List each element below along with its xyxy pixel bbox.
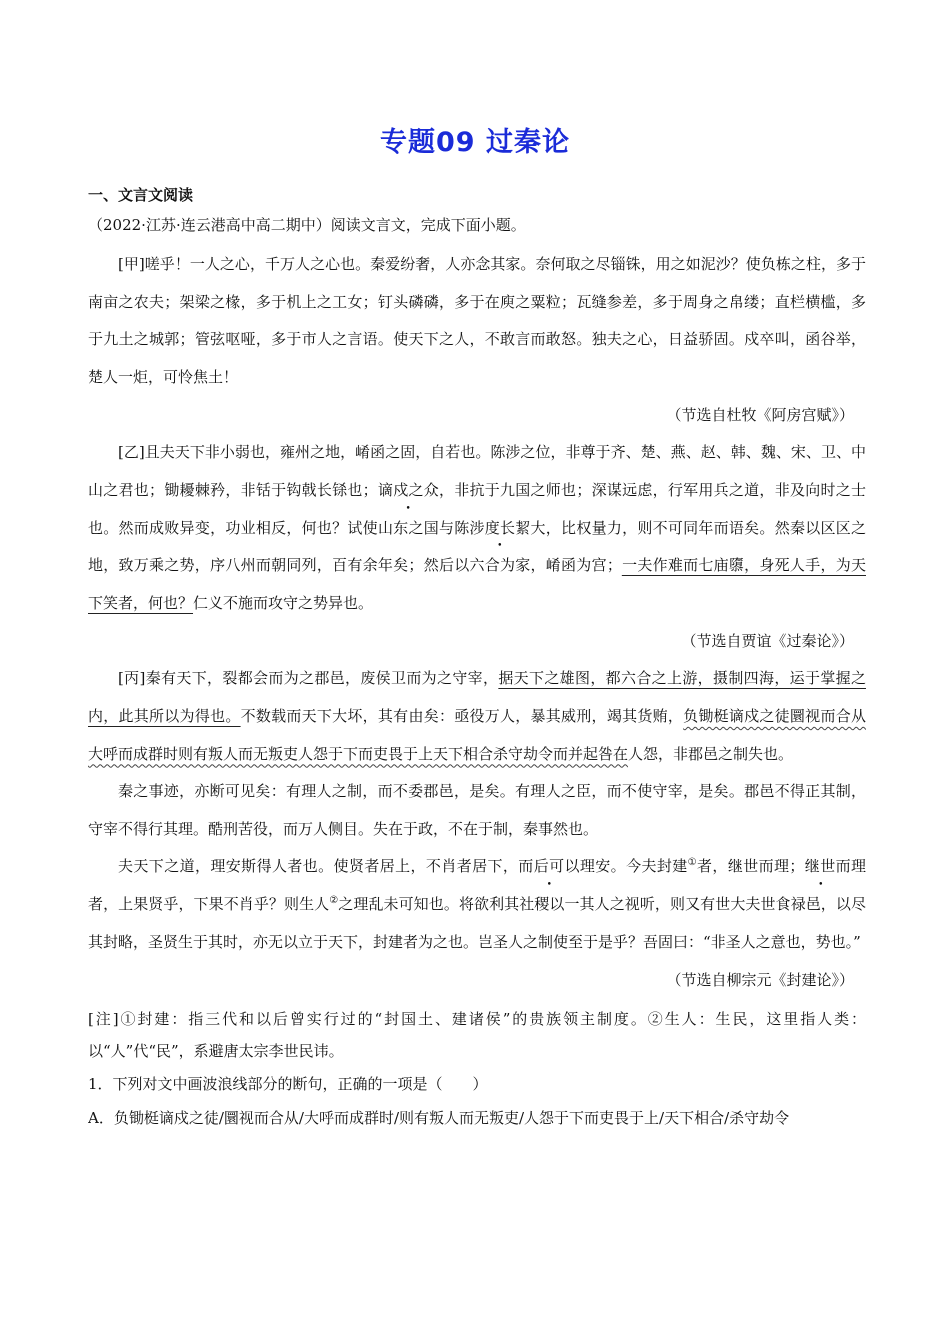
dotted-word: 六合 bbox=[469, 556, 501, 575]
passage-bing-p3: 夫天下之道，理安斯得人者也。使贤者居上，不肖者居下，而后可以理安。今夫封建①者，继世而理；继世而理者，上果贤乎，下果不肖乎？则生人②之理乱未可知也。将欲利其社稷以一其人之视听，则又有世大夫世食禄邑，以尽其封略，圣贤生于其时，亦无以立于天下，封建者为之也。岂圣人之制使至于是乎？吾固曰：“非圣人之意也，势也。” bbox=[88, 857, 866, 951]
passage-jia: [甲]嗟乎！一人之心，千万人之心也。秦爱纷奢，人亦念其家。奈何取之尽锱铢，用之如泥沙？使负栋之柱，多于南亩之农夫；架梁之椽，多于机上之工女；钉头磷磷，多于在庾之粟粒；瓦缝参差，多于周身之帛缕；直栏横槛，多于九土之城郭；管弦呕哑，多于市人之言语。使天下之人，不敢言而敢怒。独夫之心，日益骄固。戍卒叫，函谷举，楚人一炬，可怜焦土！ bbox=[88, 255, 866, 386]
question-1-option-a: A．负锄梃谪戍之徒/圜视而合从/大呼而成群时/则有叛人而无叛吏/人怨于下而吏畏于上/天下相合/杀守劫令 bbox=[88, 1109, 790, 1128]
passage-jia-source: （节选自杜牧《阿房宫赋》） bbox=[666, 406, 854, 425]
wavy-underlined-passage: 负锄梃谪戍之徒圜视而合从大呼而成群时则有叛人而无叛吏人怨于下而吏畏于上天下相合杀守劫令而并起咎在 bbox=[88, 706, 866, 763]
footnote-mark: ① bbox=[687, 857, 698, 869]
passage-yi-source: （节选自贾谊《过秦论》） bbox=[681, 632, 854, 651]
page-title: 专题09 过秦论 bbox=[380, 127, 570, 158]
question-1: 1．下列对文中画波浪线部分的断句，正确的一项是（ ） bbox=[88, 1075, 488, 1094]
section-heading: 一、文言文阅读 bbox=[88, 186, 194, 204]
passage-bing-p2: 秦之事迹，亦断可见矣：有理人之制，而不委郡邑，是矣。有理人之臣，而不使守宰，是矣。郡邑不得正其制，守宰不得行其理。酷刑苦役，而万人侧目。失在于政，不在于制，秦事然也。 bbox=[88, 782, 866, 838]
dotted-word: 山东 bbox=[377, 518, 409, 537]
passage-bing-source: （节选自柳宗元《封建论》） bbox=[666, 971, 854, 990]
question-intro: （2022·江苏·连云港高中高二期中）阅读文言文，完成下面小题。 bbox=[88, 216, 526, 234]
underlined-sentence: 据天下之雄图，都六合之上游，摄制四海，运于掌握之内，此其所以为得也。 bbox=[88, 669, 866, 725]
passage-yi: [乙]且夫天下非小弱也，雍州之地，崤函之固，自若也。陈涉之位，非尊于齐、楚、燕、赵、韩、魏、宋、卫、中山之君也；锄耰棘矜，非铦于钩戟长铩也；谪戍之众，非抗于九国之师也；深谋远虑，行军用兵之道，非及向时之士也。然而成败异变，功业相反，何也？试使山东之国与陈涉度长絜大，比权量力，则不可同年而语矣。然秦以区区之地，致万乘之势，序八州而朝同列，百有余年矣；然后以六合为家，崤函为宫；一夫作难而七庙隳，身死人手，为天下笑者，何也？仁义不施而攻守之势异也。 bbox=[88, 443, 866, 612]
footnote-mark: ② bbox=[329, 894, 339, 906]
annotation-note: [注]①封建：指三代和以后曾实行过的“封国土、建诸侯”的贵族领主制度。②生人：生民，这里指人类：以“人”代“民”，系避唐太宗李世民讳。 bbox=[88, 1010, 866, 1061]
document-body bbox=[88, 180, 866, 1135]
dotted-word: 社稷 bbox=[519, 894, 550, 913]
dotted-word: 禄邑 bbox=[790, 894, 821, 913]
passage-bing: [丙]秦有天下，裂都会而为之郡邑，废侯卫而为之守宰，据天下之雄图，都六合之上游，摄制四海，运于掌握之内，此其所以为得也。不数载而天下大坏，其有由矣：亟役万人，暴其威刑，竭其货贿，负锄梃谪戍之徒圜视而合从大呼而成群时则有叛人而无叛吏人怨于下而吏畏于上天下相合杀守劫令而并起咎在人怨，非郡邑之制失也。 bbox=[88, 669, 866, 763]
underlined-sentence: 一夫作难而七庙隳，身死人手，为天下笑者，何也？ bbox=[88, 556, 866, 612]
